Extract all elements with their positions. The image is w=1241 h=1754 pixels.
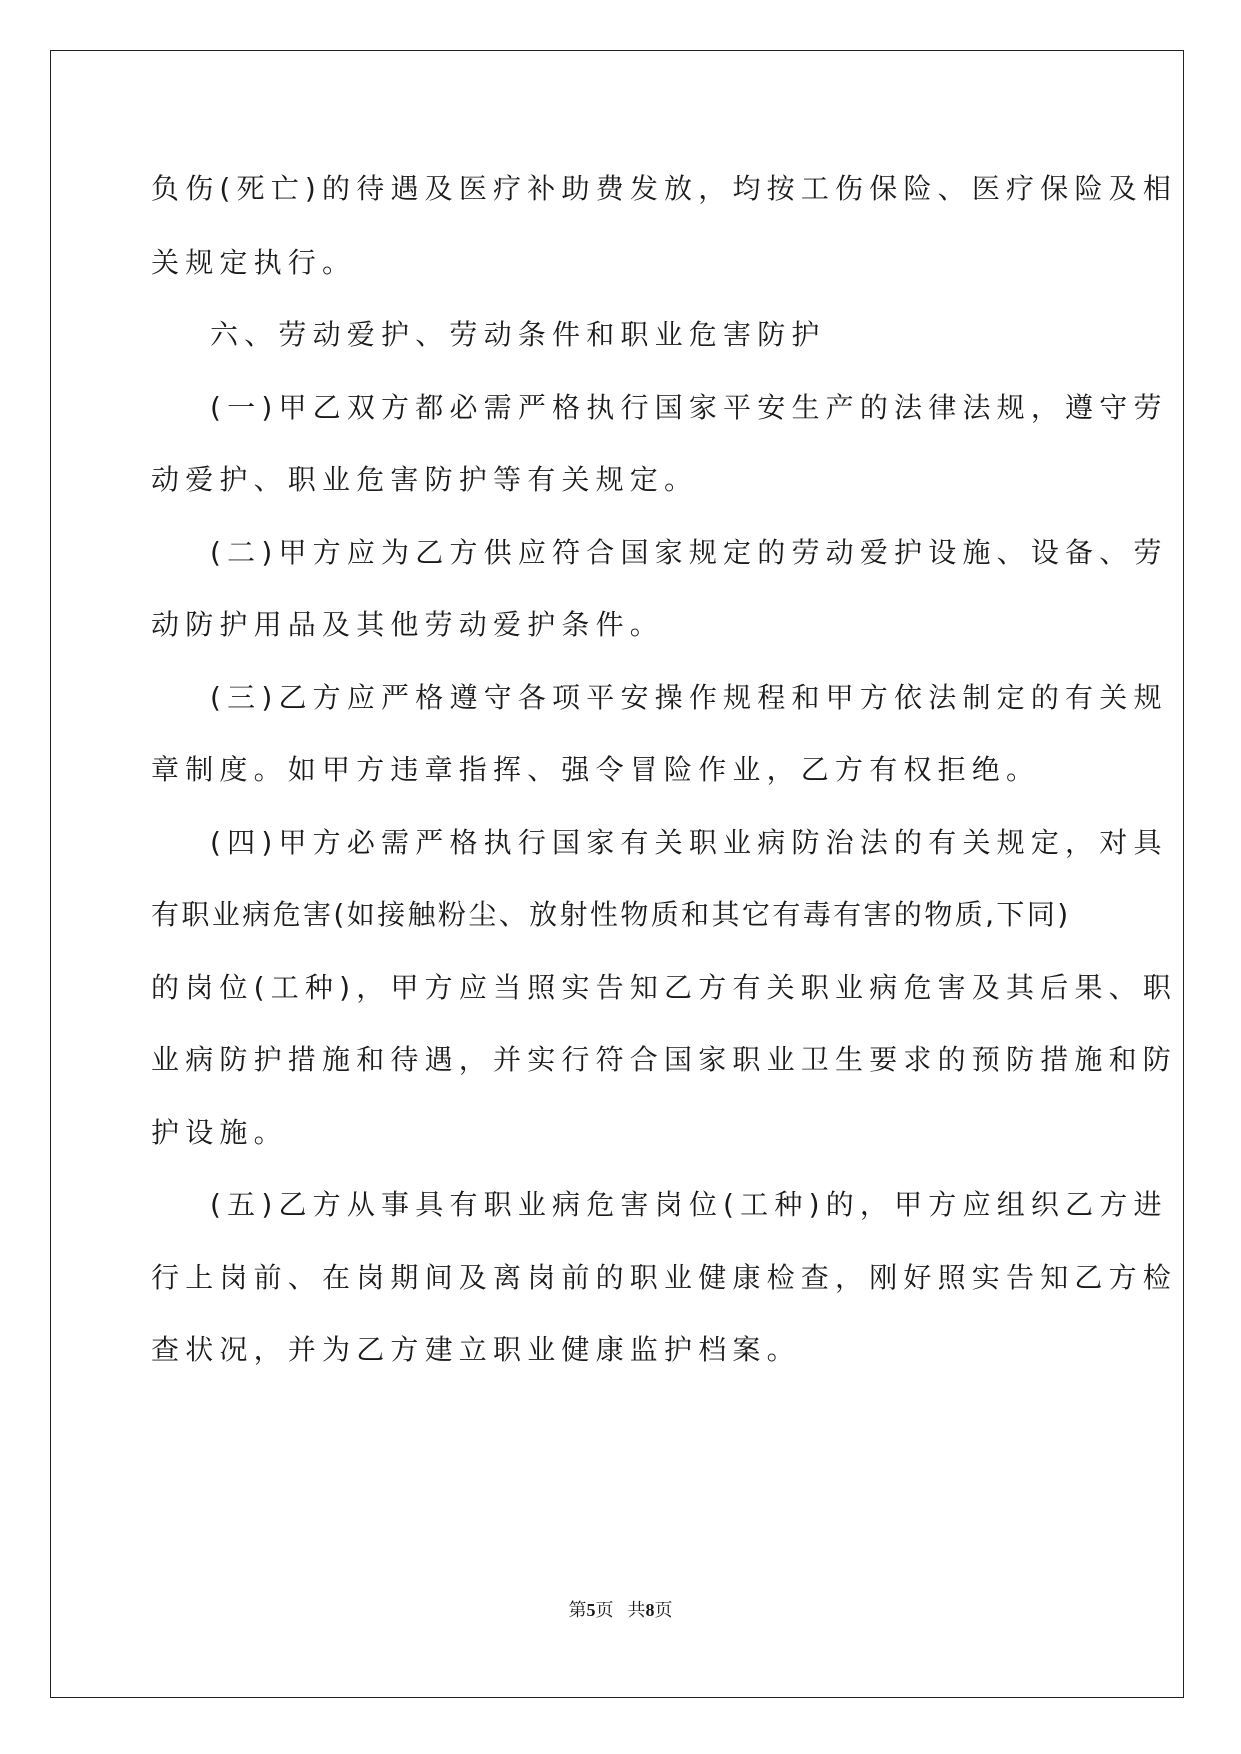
page-total xyxy=(628,1600,673,1620)
text-line: 动爱护、职业危害防护等有关规定。 xyxy=(151,463,699,496)
text-line: 关规定执行。 xyxy=(151,246,357,279)
total-suffix: 页 xyxy=(654,1600,673,1620)
text-line: (四)甲方必需严格执行国家有关职业病防治法的有关规定，对具 xyxy=(210,826,1168,859)
text-line: 行上岗前、在岗期间及离岗前的职业健康检查，刚好照实告知乙方检 xyxy=(151,1261,1178,1294)
section-heading: 六、劳动爱护、劳动条件和职业危害防护 xyxy=(210,318,826,351)
page-number xyxy=(569,1600,614,1620)
total-prefix: 共 xyxy=(627,1600,646,1620)
text-line: 有职业病危害(如接触粉尘、放射性物质和其它有毒有害的物质,下同) xyxy=(151,898,1071,931)
text-line: 业病防护措施和待遇，并实行符合国家职业卫生要求的预防措施和防 xyxy=(151,1043,1178,1076)
text-line: 负伤(死亡)的待遇及医疗补助费发放，均按工伤保险、医疗保险及相 xyxy=(151,172,1178,205)
text-line: 护设施。 xyxy=(151,1116,288,1149)
text-line: 的岗位(工种)，甲方应当照实告知乙方有关职业病危害及其后果、职 xyxy=(151,971,1178,1004)
page-suffix: 页 xyxy=(595,1600,614,1620)
text-line: (三)乙方应严格遵守各项平安操作规程和甲方依法制定的有关规 xyxy=(210,681,1168,714)
text-line: 查状况，并为乙方建立职业健康监护档案。 xyxy=(151,1333,801,1366)
page-border xyxy=(50,50,1184,1698)
page-current: 5 xyxy=(586,1600,596,1620)
text-line: (五)乙方从事具有职业病危害岗位(工种)的，甲方应组织乙方进 xyxy=(210,1188,1168,1221)
text-line: (一)甲乙双方都必需严格执行国家平安生产的法律法规，遵守劳 xyxy=(210,391,1168,424)
text-line: 动防护用品及其他劳动爱护条件。 xyxy=(151,608,665,641)
page-prefix: 第 xyxy=(568,1600,587,1620)
text-line: (二)甲方应为乙方供应符合国家规定的劳动爱护设施、设备、劳 xyxy=(210,536,1168,569)
text-line: 章制度。如甲方违章指挥、强令冒险作业，乙方有权拒绝。 xyxy=(151,753,1041,786)
total-count: 8 xyxy=(645,1600,655,1620)
page-footer xyxy=(0,1598,1241,1622)
